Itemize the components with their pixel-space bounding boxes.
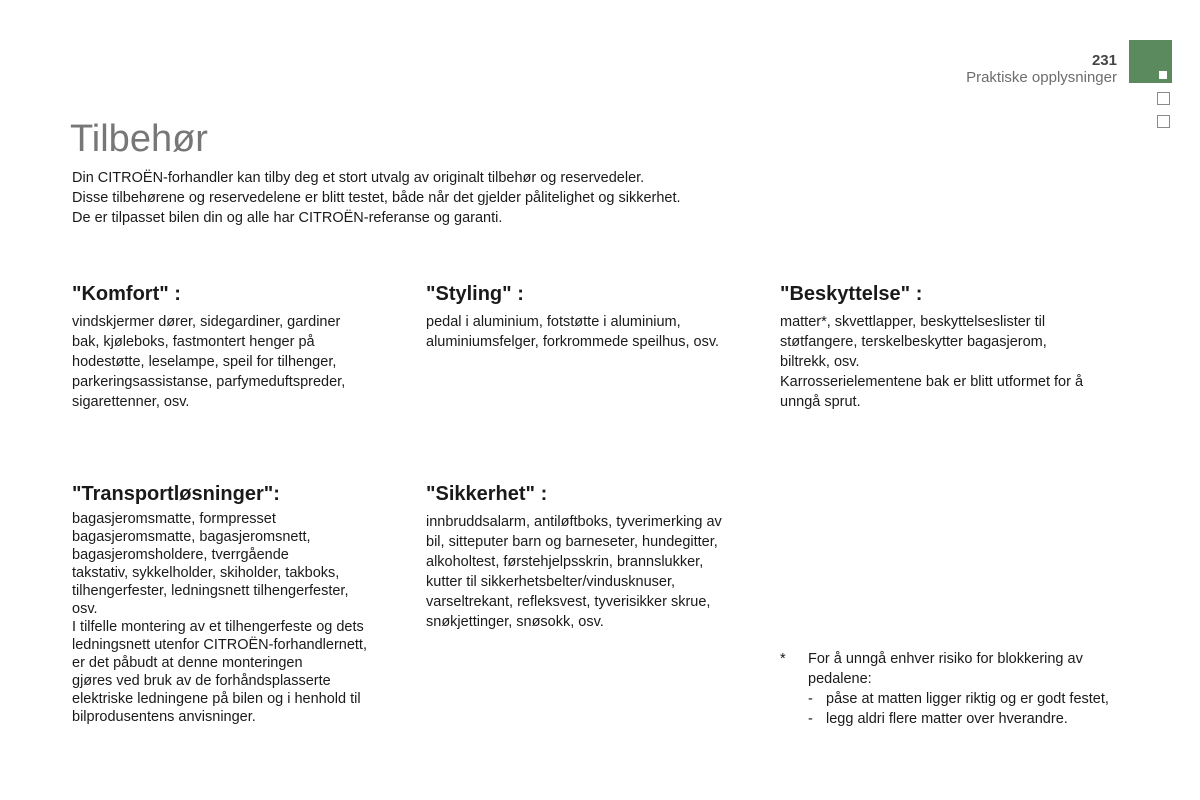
section-komfort <box>72 283 402 412</box>
section-styling <box>426 283 756 352</box>
intro-line: Din CITROËN-forhandler kan tilby deg et stort utvalg av originalt tilbehør og reservedeler. <box>72 170 645 186</box>
section-heading: "Styling" : <box>426 283 524 305</box>
section-beskyttelse <box>780 283 1110 412</box>
section-text: bagasjeromsmatte, formpresset bagasjeromsmatte, bagasjeromsnett, bagasjeromsholdere, tverrgående takstativ, sykkelholder, skiholder, takboks, tilhengerfester, ledningsnett tilhengerfester, osv. I tilfelle montering av et tilhengerfeste og dets ledningsnett utenfor CITROËN-forhandlernett, er det påbudt at denne monteringen gjøres ved bruk av de forhåndsplasserte elektriske ledningene på bilen og i henhold til bilprodusentens anvisninger. <box>72 511 367 725</box>
page-number: 231 <box>1091 52 1117 69</box>
footnote <box>780 649 1120 729</box>
section-sikkerhet <box>426 483 756 632</box>
intro-line: Disse tilbehørene og reservedelene er blitt testet, både når det gjelder pålitelighet og sikkerhet. <box>72 190 681 206</box>
footnote-marker: * <box>780 651 786 667</box>
section-heading: "Beskyttelse" : <box>780 283 923 305</box>
chapter-tab-box <box>1157 92 1170 105</box>
chapter-title: Praktiske opplysninger <box>966 69 1117 86</box>
section-text: vindskjermer dører, sidegardiner, gardiner bak, kjøleboks, fastmontert henger på hodestøtte, leselampe, speil for tilhenger, parkeringsassistanse, parfymeduftspreder, sigarettenner, osv. <box>72 314 346 410</box>
section-heading: "Transportløsninger": <box>72 483 280 505</box>
section-transport <box>72 483 402 726</box>
section-text: innbruddsalarm, antiløftboks, tyverimerking av bil, sitteputer barn og barneseter, hundegitter, alkoholtest, førstehjelpsskrin, brannslukker, kutter til sikkerhetsbelter/vindusknuser, varseltrekant, refleksvest, tyverisikker skrue, snøkjettinger, snøsokk, osv. <box>426 514 722 630</box>
footnote-item-text: påse at matten ligger riktig og er godt festet, <box>826 691 1109 707</box>
dash-marker: - <box>808 711 813 727</box>
section-text: pedal i aluminium, fotstøtte i aluminium, aluminiumsfelger, forkrommede speilhus, osv. <box>426 314 720 350</box>
intro-paragraph <box>72 168 792 228</box>
active-chapter-marker <box>1159 71 1167 79</box>
footnote-item <box>808 709 1120 729</box>
footnote-item-text: legg aldri flere matter over hverandre. <box>826 711 1068 727</box>
footnote-intro: For å unngå enhver risiko for blokkering av pedalene: <box>808 651 1083 687</box>
intro-line: De er tilpasset bilen din og alle har CITROËN-referanse og garanti. <box>72 210 503 226</box>
page-title: Tilbehør <box>70 118 208 160</box>
footnote-item <box>808 689 1120 709</box>
dash-marker: - <box>808 691 813 707</box>
section-heading: "Sikkerhet" : <box>426 483 548 505</box>
section-text: matter*, skvettlapper, beskyttelseslister til støtfangere, terskelbeskytter bagasjerom, biltrekk, osv. Karrosserielementene bak er blitt utformet for å unngå sprut. <box>780 314 1084 410</box>
chapter-tab-box <box>1157 115 1170 128</box>
section-heading: "Komfort" : <box>72 283 181 305</box>
